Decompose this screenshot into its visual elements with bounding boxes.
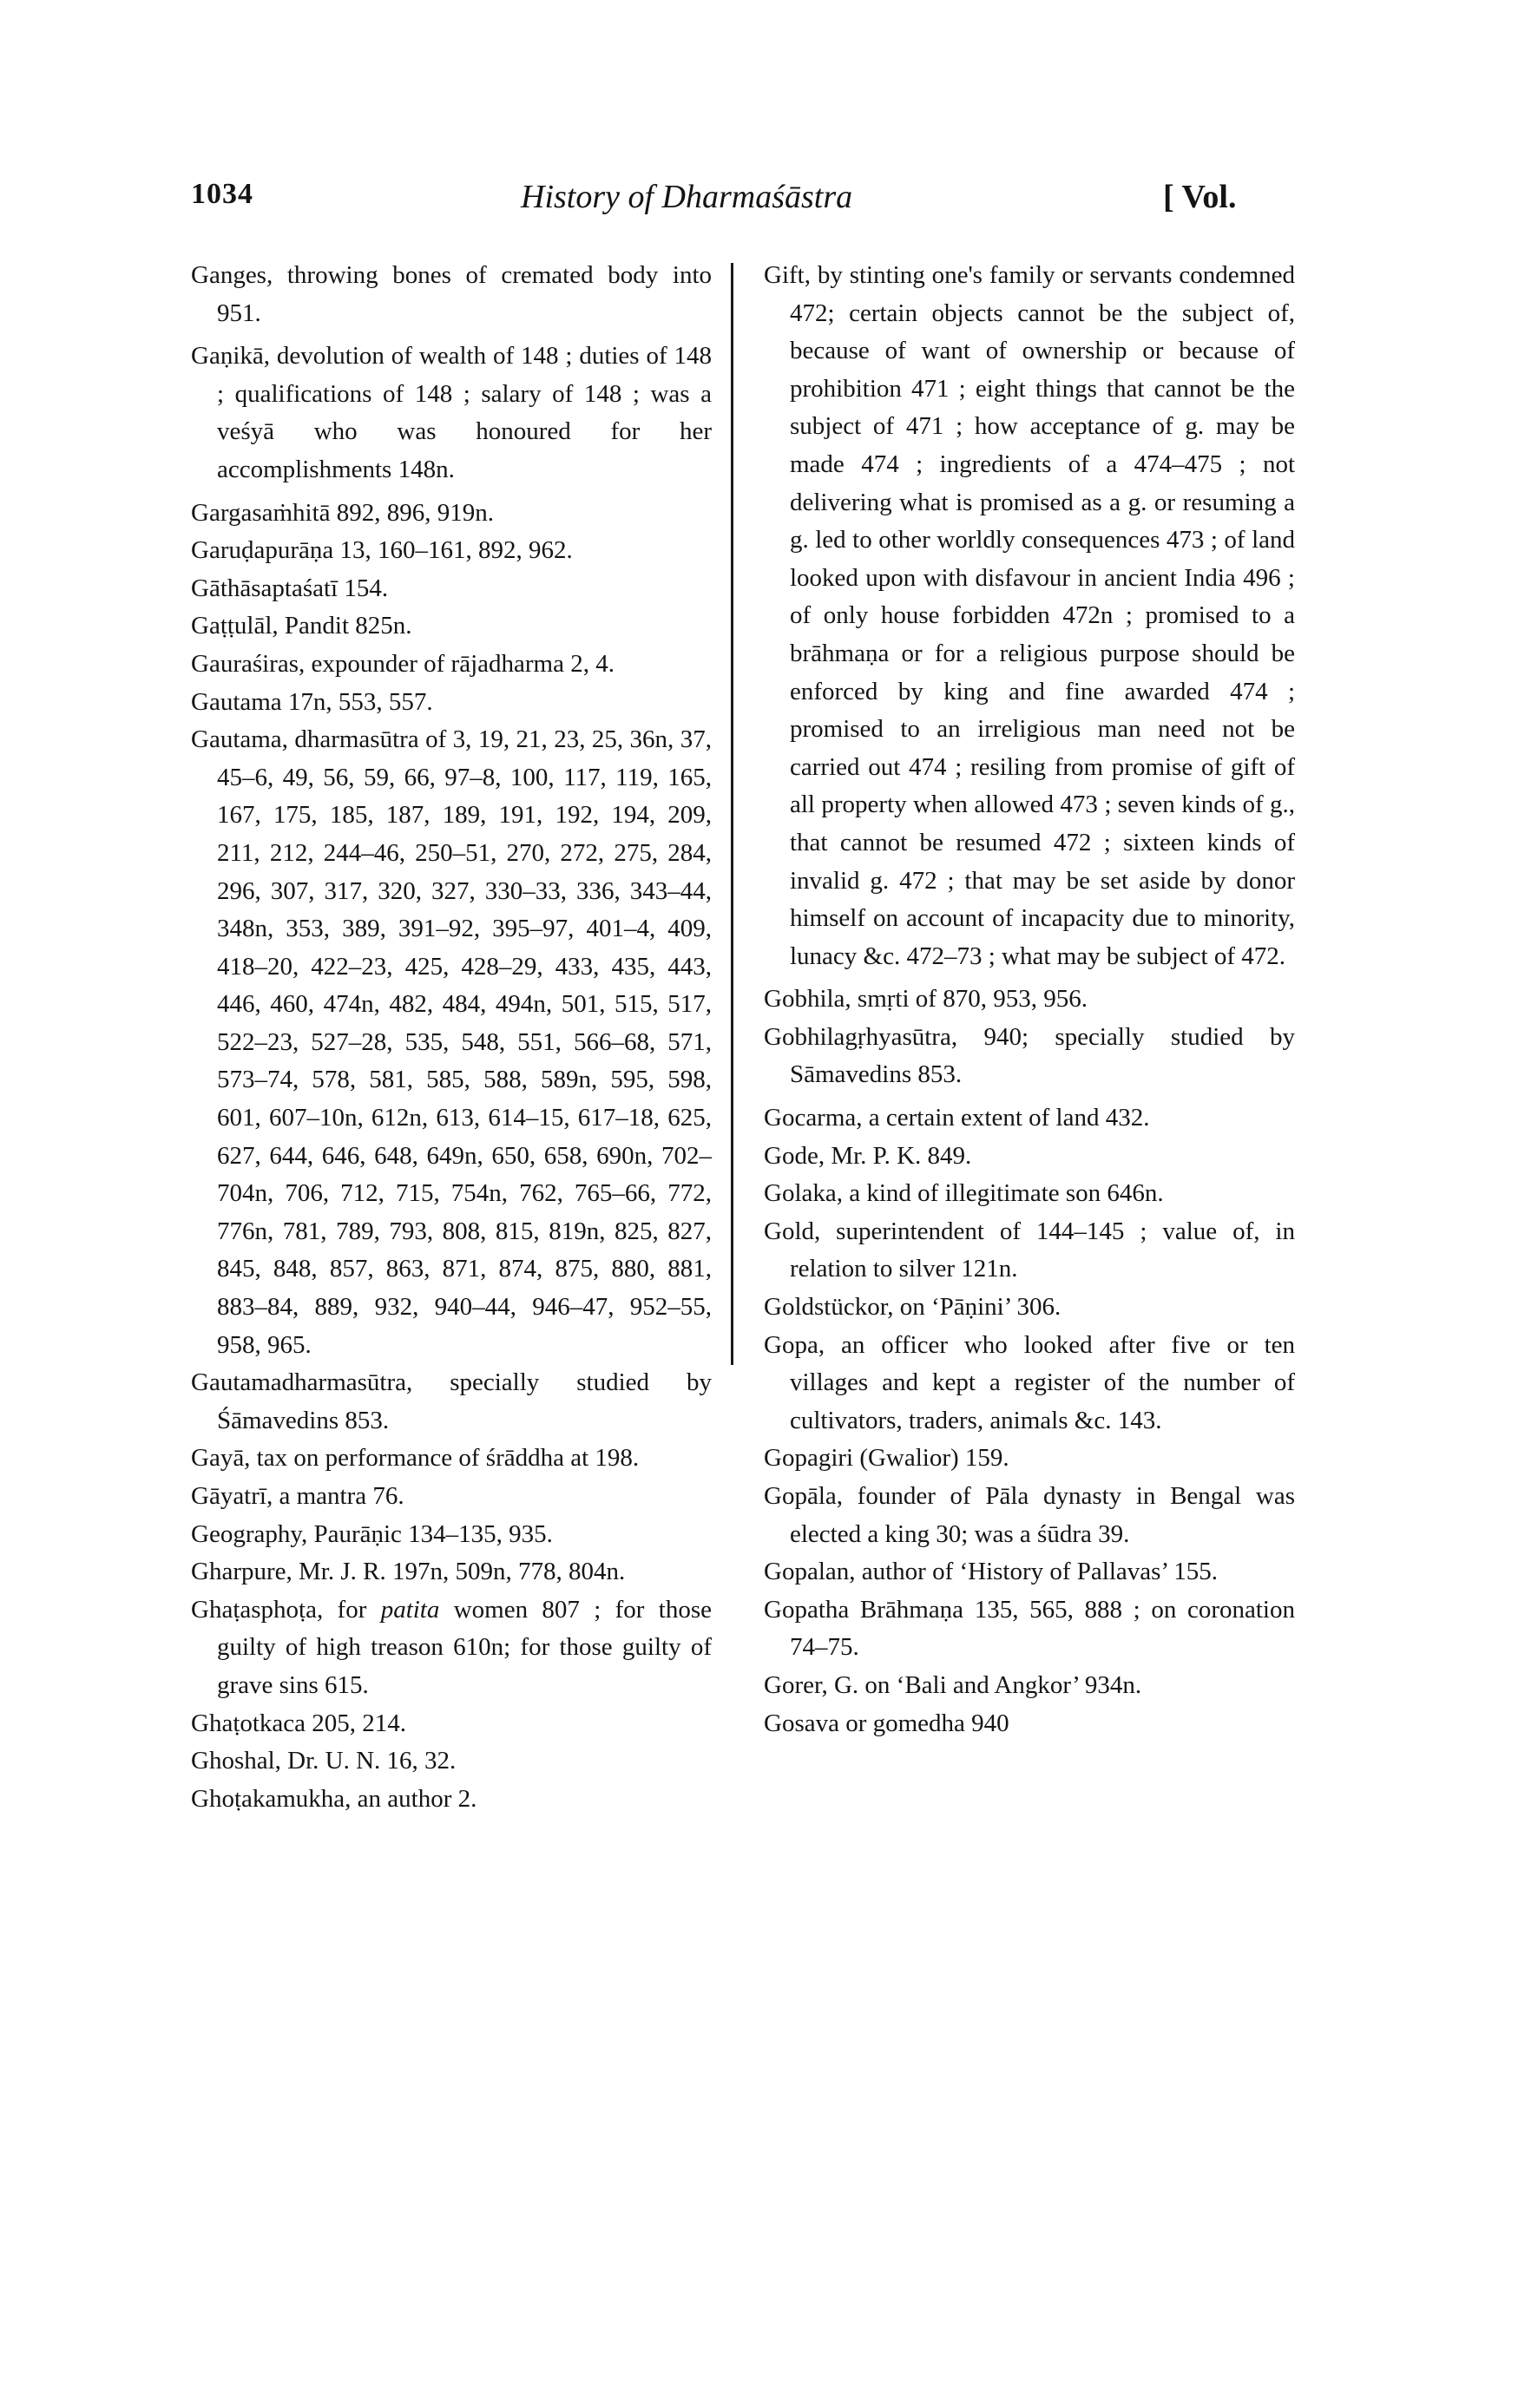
index-entry: Gautama, dharmasūtra of 3, 19, 21, 23, 25, 36n, 37, 45–6, 49, 56, 59, 66, 97–8, 100, 117, 119, 165, 167, 175, 185, 187, 189, 191, 192, 194, 209, 211, 212, 244–46, 250–51, 270, 272, 275, 284, 296, 307, 317, 320, 327, 330–33, 336, 343–44, 348n, 353, 389, 391–92, 395–97, 401–4, 409, 418–20, 422–23, 425, 428–29, 433, 435, 443, 446, 460, 474n, 482, 484, 494n, 501, 515, 517, 522–23, 527–28, 535, 548, 551, 566–68, 571, 573–74, 578, 581, 585, 588, 589n, 595, 598, 601, 607–10n, 612n, 613, 614–15, 617–18, 625, 627, 644, 646, 648, 649n, 650, 658, 690n, 702–704n, 706, 712, 715, 754n, 762, 765–66, 772, 776n, 781, 789, 793, 808, 815, 819n, 825, 827, 845, 848, 857, 863, 871, 874, 875, 880, 881, 883–84, 889, 932, 940–44, 946–47, 952–55, 958, 965.: [191, 725, 712, 1359]
index-entry: Goldstückor, on ‘Pāṇini’ 306.: [764, 1293, 1061, 1322]
index-entry-ghatasphota: [191, 1591, 712, 1705]
index-column-left: [191, 257, 712, 1818]
index-entry: Golaka, a kind of illegitimate son 646n.: [764, 1179, 1164, 1208]
running-title: History of Dharmaśāstra: [521, 179, 853, 215]
index-entry: Gold, superintendent of 144–145 ; value of, in relation to silver 121n.: [764, 1217, 1295, 1283]
index-entry: Gorer, G. on ‘Bali and Angkor’ 934n.: [764, 1670, 1142, 1699]
index-entry: Gocarma, a certain extent of land 432.: [764, 1104, 1150, 1132]
index-entry: Geography, Paurāṇic 134–135, 935.: [191, 1519, 553, 1548]
index-entry: Gayā, tax on performance of śrāddha at 198.: [191, 1444, 640, 1473]
index-entry: Gāthāsaptaśatī 154.: [191, 574, 389, 602]
index-entry: Gaṭṭulāl, Pandit 825n.: [191, 612, 412, 640]
index-entry: Gobhilagṛhyasūtra, 940; specially studied by Sāmavedins 853.: [764, 1022, 1295, 1089]
index-entry: Gode, Mr. P. K. 849.: [764, 1141, 972, 1170]
index-entry: Gopāla, founder of Pāla dynasty in Bengal was elected a king 30; was a śūdra 39.: [764, 1482, 1295, 1548]
index-entry: Gopa, an officer who looked after five or ten villages and kept a register of the number of cultivators, traders, animals &c. 143.: [764, 1330, 1295, 1434]
entry-text: Ghaṭasphoṭa, for: [191, 1595, 381, 1624]
page-header: [191, 178, 1371, 230]
index-entry: Gargasaṁhitā 892, 896, 919n.: [191, 498, 495, 527]
index-entry: Ganges, throwing bones of cremated body into 951.: [191, 261, 712, 327]
index-entry: Gift, by stinting one's family or servants condemned 472; certain objects cannot be the subject of, because of want of ownership or because of prohibition 471 ; eight things that cannot be the subject of 471 ; how acceptance of g. may be made 474 ; ingredients of a 474–475 ; not delivering what is promised as a g. or resuming a g. led to other worldly consequences 473 ; of land looked upon with disfavour in ancient India 496 ; of only house forbidden 472n ; promised to a brāhmaṇa or for a religious purpose should be enforced by king and fine awarded 474 ; promised to an irreligious man need not be carried out 474 ; resiling from promise of gift of all property when allowed 473 ; seven kinds of g., that cannot be resumed 472 ; sixteen kinds of invalid g. 472 ; that may be set aside by donor himself on account of incapacity due to minority, lunacy &c. 472–73 ; what may be subject of 472.: [764, 261, 1295, 970]
index-entry: Ghaṭotkaca 205, 214.: [191, 1709, 407, 1737]
entry-italic-term: patita: [380, 1595, 440, 1624]
index-entry: Gosava or gomedha 940: [764, 1709, 1009, 1737]
index-entry: Gharpure, Mr. J. R. 197n, 509n, 778, 804n.: [191, 1558, 626, 1586]
volume-label: [ Vol.: [1163, 179, 1237, 215]
index-entry: Ghoshal, Dr. U. N. 16, 32.: [191, 1747, 457, 1775]
index-entry: Ghoṭakamukha, an author 2.: [191, 1784, 477, 1813]
index-entry: Gauraśiras, expounder of rājadharma 2, 4.: [191, 649, 615, 678]
index-entry: Gobhila, smṛti of 870, 953, 956.: [764, 985, 1088, 1014]
index-entry: Garuḍapurāṇa 13, 160–161, 892, 962.: [191, 536, 573, 565]
index-entry: Gaṇikā, devolution of wealth of 148 ; duties of 148 ; qualifications of 148 ; salary of 148 ; was a veśyā who was honoured for her accomplishments 148n.: [191, 342, 712, 483]
index-entry: Gautamadharmasūtra, specially studied by Śāmavedins 853.: [191, 1368, 712, 1434]
index-entry: Gopalan, author of ‘History of Pallavas’ 155.: [764, 1558, 1218, 1586]
index-entry: Gāyatrī, a mantra 76.: [191, 1482, 404, 1510]
index-entry: Gautama 17n, 553, 557.: [191, 687, 433, 716]
entry-text: women 807 ; for those guilty of high treason 610n; for those guilty of grave sins 615.: [217, 1595, 712, 1699]
column-divider: [731, 263, 733, 1365]
page-number: 1034: [191, 178, 253, 210]
index-entry: Gopatha Brāhmaṇa 135, 565, 888 ; on coronation 74–75.: [764, 1595, 1295, 1662]
index-column-right: [764, 257, 1295, 1742]
index-entry: Gopagiri (Gwalior) 159.: [764, 1444, 1009, 1473]
